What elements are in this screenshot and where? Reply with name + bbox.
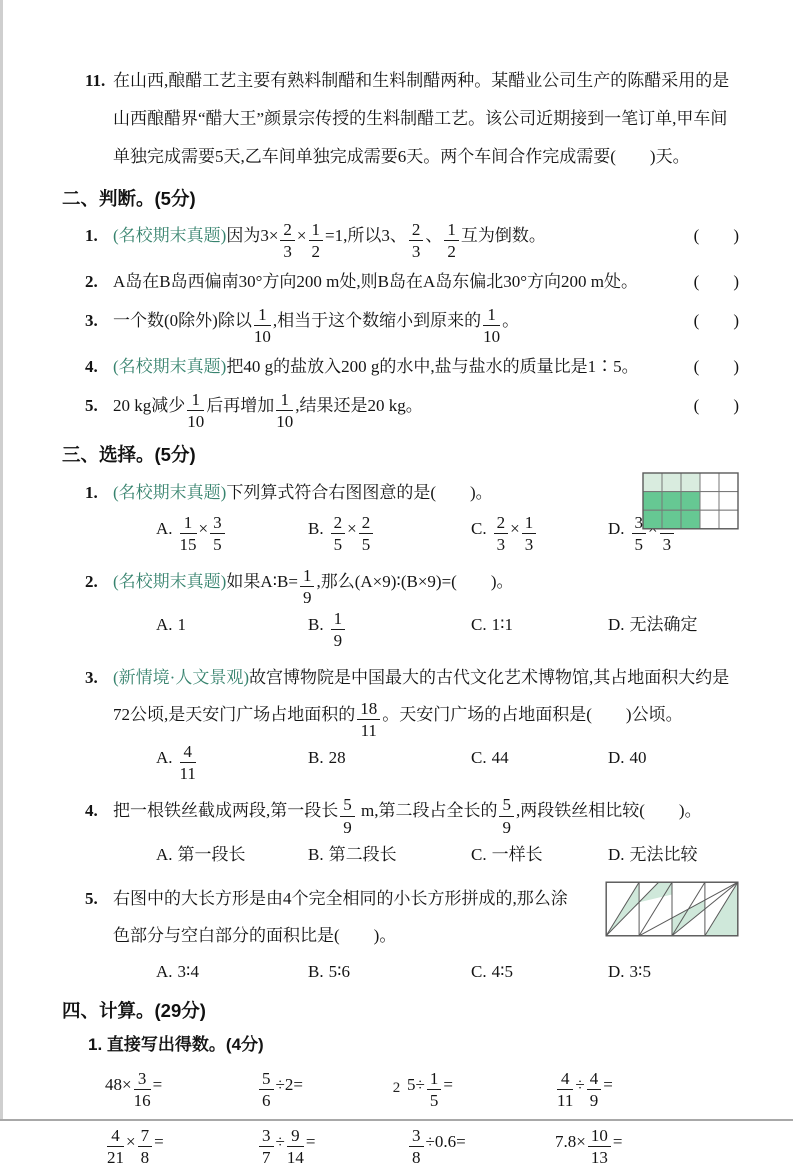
question-number: 11. xyxy=(85,71,106,90)
option-label: D. xyxy=(608,961,625,981)
fraction-numerator: 3 xyxy=(210,513,225,534)
option-label: C. xyxy=(471,518,487,538)
choice-item-1 xyxy=(62,474,739,554)
option-label: B. xyxy=(308,614,324,634)
text-run: 因为3× xyxy=(226,226,279,245)
text-run: ,结果还是20 kg。 xyxy=(295,396,423,416)
answer-bracket: ( ) xyxy=(693,226,739,245)
choice-options xyxy=(156,742,739,783)
fraction-numerator: 4 xyxy=(587,1069,602,1090)
option-C xyxy=(471,609,608,650)
option-label: A. xyxy=(156,518,173,538)
fraction-numerator: 1 xyxy=(254,305,271,326)
option-label: A. xyxy=(156,748,173,768)
fraction-denominator: 11 xyxy=(179,764,196,784)
question-number: 2. xyxy=(85,272,98,292)
choice-question-text xyxy=(85,659,739,741)
fraction-denominator: 3 xyxy=(662,534,672,554)
text-run: 把一根铁丝截成两段,第一段长 xyxy=(113,801,339,821)
option-B xyxy=(308,513,471,554)
fraction-numerator: 2 xyxy=(359,513,374,534)
judge-statement xyxy=(62,264,688,300)
option-label: D. xyxy=(608,748,625,768)
fraction xyxy=(254,305,271,346)
text-run: = xyxy=(612,1131,623,1151)
fraction-denominator: 3 xyxy=(524,534,534,554)
fraction-denominator: 10 xyxy=(483,327,501,347)
fraction-denominator: 8 xyxy=(412,1147,421,1167)
scan-edge-left xyxy=(0,0,3,1121)
question-number: 5. xyxy=(85,888,98,908)
text-run: = xyxy=(154,1131,164,1151)
fraction-numerator: 3 xyxy=(134,1069,151,1090)
fraction-denominator: 2 xyxy=(311,242,321,262)
text-run: 48× xyxy=(105,1074,132,1094)
fraction-numerator: 1 xyxy=(331,609,346,630)
fraction-numerator: 1 xyxy=(276,390,293,411)
option-C xyxy=(471,839,608,871)
answer-bracket: ( ) xyxy=(693,396,739,416)
fraction-denominator: 9 xyxy=(343,817,352,837)
option-A xyxy=(156,609,308,650)
answer-blank xyxy=(616,147,650,166)
text-run: )。 xyxy=(470,482,493,502)
calc-row-2 xyxy=(105,1120,739,1167)
fraction xyxy=(300,566,315,607)
fraction xyxy=(357,699,380,740)
fraction-numerator: 3 xyxy=(259,1126,274,1147)
judge-statement xyxy=(62,388,688,431)
answer-bracket: ( ) xyxy=(693,272,739,292)
text-run: ÷0.6= xyxy=(425,1131,466,1151)
option-B xyxy=(308,742,471,783)
fraction-denominator: 7 xyxy=(262,1147,271,1167)
option-label: A. xyxy=(156,844,173,864)
question-text xyxy=(113,71,729,166)
section-judge-title: 二、判断。(5分) xyxy=(62,188,196,209)
fraction xyxy=(444,220,459,261)
scan-edge-bottom xyxy=(0,1119,793,1121)
option-label: C. xyxy=(471,748,487,768)
fraction xyxy=(331,513,346,554)
calc-rows xyxy=(62,1063,739,1167)
judge-items xyxy=(62,218,739,432)
text-run: 5÷ xyxy=(407,1074,425,1094)
option-label: C. xyxy=(471,961,487,981)
fraction-numerator: 2 xyxy=(409,220,424,241)
judge-statement xyxy=(62,218,688,261)
text-run: 一个数(0除外)除以 xyxy=(113,311,252,331)
choice-items xyxy=(62,474,739,988)
text-run: 3∶4 xyxy=(177,961,199,981)
text-run: 下列算式符合右图图意的是( xyxy=(226,482,436,502)
calc-expression xyxy=(555,1120,739,1167)
fraction-denominator: 10 xyxy=(187,412,205,432)
option-label: B. xyxy=(308,844,324,864)
text-run: ÷ xyxy=(575,1074,585,1094)
text-run: 把40 g的盐放入200 g的水中,盐与盐水的质量比是1∶5。 xyxy=(226,357,639,377)
fraction-denominator: 10 xyxy=(276,412,294,432)
calc-subtitle xyxy=(62,1030,739,1055)
option-label: B. xyxy=(308,748,324,768)
text-run: )公顷。 xyxy=(625,705,683,725)
fraction-numerator: 10 xyxy=(588,1126,611,1147)
question-number: 1. xyxy=(85,482,98,502)
text-run: 后再增加 xyxy=(206,396,275,416)
section-calc-title: 四、计算。(29分) xyxy=(62,999,206,1021)
fraction-denominator: 21 xyxy=(107,1147,124,1167)
fraction-numerator: 3 xyxy=(409,1126,424,1147)
fraction-denominator: 9 xyxy=(502,817,511,837)
fraction-numerator: 9 xyxy=(287,1126,304,1147)
choice-question-text xyxy=(85,792,739,837)
fraction xyxy=(522,513,537,554)
fraction-denominator: 13 xyxy=(590,1147,608,1167)
fraction xyxy=(494,513,509,554)
text-run: ,两段铁丝相比较( xyxy=(515,801,645,821)
fraction-numerator: 1 xyxy=(187,390,204,411)
fraction-numerator: 1 xyxy=(444,220,459,241)
calc-expression xyxy=(257,1120,407,1167)
choice-question-text xyxy=(85,563,739,607)
fraction xyxy=(309,220,324,261)
fraction-denominator: 8 xyxy=(140,1147,150,1167)
fraction-numerator: 2 xyxy=(331,513,346,534)
option-D xyxy=(608,839,739,871)
fraction-denominator: 9 xyxy=(302,587,312,607)
fraction xyxy=(187,390,204,431)
choice-options xyxy=(156,609,739,650)
fraction xyxy=(588,1126,611,1167)
fraction xyxy=(409,1126,424,1167)
text-run: 1∶1 xyxy=(491,614,514,634)
fraction xyxy=(180,513,197,554)
question-number: 4. xyxy=(85,801,98,821)
fraction-numerator: 1 xyxy=(300,566,315,587)
fraction xyxy=(483,305,500,346)
fraction xyxy=(359,513,374,554)
text-run: 在山西,酿醋工艺主要有熟料制醋和生料制醋两种。某醋业公司生产的陈醋采用的是山西酿醋界“醋大王”颜景宗传授的生料制醋工艺。该公司近期接到一笔订单,甲车间单独完成需要5天,乙车间单独完成需要6天。两个车间合作完成需要( xyxy=(113,71,730,166)
option-label: A. xyxy=(156,614,173,634)
text-run: × xyxy=(198,518,209,538)
answer-blank xyxy=(340,926,374,945)
fraction xyxy=(499,795,514,836)
fraction-denominator: 5 xyxy=(333,534,343,554)
answer-bracket: ( ) xyxy=(693,357,739,377)
fraction-denominator: 11 xyxy=(360,721,377,741)
text-run: 28 xyxy=(328,748,346,768)
judge-item-1 xyxy=(62,218,739,261)
text-run: 、 xyxy=(425,226,443,245)
fraction xyxy=(107,1126,124,1167)
fraction-denominator: 14 xyxy=(286,1147,304,1167)
judge-item-5 xyxy=(62,388,739,431)
fraction-numerator: 3 xyxy=(632,513,647,534)
fraction-numerator: 1 xyxy=(427,1069,442,1090)
fraction-numerator: 4 xyxy=(557,1069,573,1090)
section-choice-title: 三、选择。(5分) xyxy=(62,443,196,465)
answer-bracket: ( ) xyxy=(693,311,739,331)
fraction xyxy=(259,1126,274,1167)
option-A xyxy=(156,956,308,988)
text-run: )。 xyxy=(490,571,514,591)
option-B xyxy=(308,956,471,988)
text-run: 第二段长 xyxy=(328,844,397,864)
answer-blank xyxy=(436,483,470,502)
fraction-numerator: 18 xyxy=(357,699,380,720)
fraction-numerator: 5 xyxy=(259,1069,274,1090)
fraction xyxy=(340,795,355,836)
question-number: 1. xyxy=(85,226,98,245)
option-label: B. xyxy=(308,518,324,538)
text-run: × xyxy=(510,518,520,538)
fraction-numerator: 5 xyxy=(340,795,355,816)
option-label: B. xyxy=(308,961,324,981)
text-run: 如果A∶B= xyxy=(226,571,298,591)
choice-item-5 xyxy=(62,880,739,988)
text-run: 第一段长 xyxy=(177,844,246,864)
text-run: ,那么(A×9)∶(B×9)=( xyxy=(316,571,457,591)
option-label: A. xyxy=(156,961,173,981)
text-run: × xyxy=(347,518,357,538)
text-run: 无法确定 xyxy=(629,614,698,634)
option-label: D. xyxy=(608,614,625,634)
fraction-denominator: 3 xyxy=(283,242,292,262)
source-tag: (名校期末真题) xyxy=(113,357,227,377)
text-run: )。 xyxy=(373,925,397,945)
fraction-numerator: 2 xyxy=(280,220,295,241)
text-run: × xyxy=(126,1131,136,1151)
option-B xyxy=(308,839,471,871)
text-run: A岛在B岛西偏南30°方向200 m处,则B岛在A岛东偏北30°方向200 m处。 xyxy=(113,272,639,292)
fraction-denominator: 6 xyxy=(262,1090,271,1110)
fraction-denominator: 2 xyxy=(447,242,456,262)
fraction-numerator: 1 xyxy=(522,513,537,534)
text-run: 互为倒数。 xyxy=(460,226,546,245)
fraction-denominator: 5 xyxy=(361,534,371,554)
text-run: 。天安门广场的占地面积是( xyxy=(382,705,592,725)
choice-item-3 xyxy=(62,659,739,783)
option-A xyxy=(156,513,308,554)
fraction-numerator: 4 xyxy=(180,742,196,763)
fraction-denominator: 10 xyxy=(253,327,271,347)
fraction-denominator: 5 xyxy=(634,534,644,554)
question-number: 2. xyxy=(85,571,98,591)
text-run: 20 kg减少 xyxy=(113,396,186,416)
question-number: 5. xyxy=(85,396,98,416)
text-run: 3∶5 xyxy=(629,961,651,981)
source-tag: (名校期末真题) xyxy=(113,482,227,502)
fraction-denominator: 9 xyxy=(333,631,343,650)
answer-blank xyxy=(592,705,626,724)
text-run: = xyxy=(443,1074,453,1094)
text-run: 44 xyxy=(491,748,509,768)
fraction-numerator: 1 xyxy=(483,305,500,326)
option-label: C. xyxy=(471,844,487,864)
text-run: = xyxy=(152,1074,163,1094)
fraction xyxy=(280,220,295,261)
fraction-denominator: 5 xyxy=(429,1090,439,1110)
fraction-numerator: 5 xyxy=(499,795,514,816)
fraction-denominator: 9 xyxy=(589,1090,599,1110)
option-C xyxy=(471,956,608,988)
text-run: m,第二段占全长的 xyxy=(356,801,498,821)
text-run: × xyxy=(296,226,307,245)
option-A xyxy=(156,742,308,783)
fraction-denominator: 5 xyxy=(213,534,222,554)
fraction-denominator: 3 xyxy=(411,242,421,262)
fraction xyxy=(210,513,225,554)
question-11 xyxy=(62,62,739,176)
judge-item-2 xyxy=(62,264,739,300)
fraction xyxy=(331,609,346,650)
judge-statement xyxy=(62,303,688,346)
text-run: 故宫博物院是中国最大的古代文化艺术博物馆,其占地面积大约是72公顷,是天安门广场占地面积的 xyxy=(113,668,730,725)
question-number: 4. xyxy=(85,357,98,377)
text-run: 右图中的大长方形是由4个完全相同的小长方形拼成的,那么涂色部分与空白部分的面积比是( xyxy=(113,888,568,945)
text-run: 4∶5 xyxy=(491,961,514,981)
choice-item-4 xyxy=(62,792,739,870)
text-run: )。 xyxy=(678,801,702,821)
fraction-denominator: 3 xyxy=(496,534,506,554)
fraction-denominator: 15 xyxy=(179,534,197,554)
text-run: 1 xyxy=(177,614,187,634)
option-A xyxy=(156,839,308,871)
question-number: 3. xyxy=(85,311,98,331)
text-run: ÷ xyxy=(275,1131,285,1151)
fraction-numerator: 7 xyxy=(138,1126,153,1147)
judge-statement xyxy=(62,349,688,385)
text-run: 无法比较 xyxy=(629,844,698,864)
text-run: =1,所以3、 xyxy=(325,226,407,245)
source-tag: (名校期末真题) xyxy=(113,571,227,591)
calc-subtitle-number: 1. xyxy=(88,1034,103,1054)
fraction xyxy=(276,390,293,431)
fraction xyxy=(287,1126,304,1167)
judge-item-4 xyxy=(62,349,739,385)
rectangles-figure xyxy=(599,880,745,943)
source-tag: (新情境·人文景观) xyxy=(113,668,249,688)
choice-options xyxy=(156,839,739,871)
option-label: D. xyxy=(608,518,625,538)
calc-expression xyxy=(105,1120,257,1167)
question-number: 3. xyxy=(85,668,98,688)
judge-item-3 xyxy=(62,303,739,346)
fraction-numerator: 1 xyxy=(309,220,324,241)
choice-options xyxy=(156,956,739,988)
text-run: 40 xyxy=(629,748,647,768)
page-number: 2 xyxy=(392,1080,401,1096)
calc-expression xyxy=(407,1120,555,1167)
answer-blank xyxy=(457,572,491,591)
fraction-numerator: 1 xyxy=(180,513,197,534)
option-B xyxy=(308,609,471,650)
option-label: D. xyxy=(608,844,625,864)
text-run: )天。 xyxy=(649,147,690,166)
text-run: 一样长 xyxy=(491,844,543,864)
fraction xyxy=(180,742,196,783)
choice-item-2 xyxy=(62,563,739,650)
text-run: = xyxy=(305,1131,316,1151)
fraction-denominator: 16 xyxy=(133,1090,151,1110)
fraction-grid-figure xyxy=(642,472,739,535)
answer-blank xyxy=(645,801,679,820)
text-run: ,相当于这个数缩小到原来的 xyxy=(272,311,482,331)
text-run: 5∶6 xyxy=(328,961,351,981)
fraction xyxy=(138,1126,153,1167)
option-label: C. xyxy=(471,614,487,634)
option-D xyxy=(608,609,739,650)
text-run: = xyxy=(603,1074,613,1094)
text-run: ÷2= xyxy=(275,1074,303,1094)
fraction-numerator: 2 xyxy=(494,513,509,534)
calc-subtitle-text: 直接写出得数。(4分) xyxy=(106,1034,264,1054)
text-run: 7.8× xyxy=(555,1131,586,1151)
option-C xyxy=(471,513,608,554)
text-run: 。 xyxy=(502,311,520,331)
fraction-numerator: 4 xyxy=(107,1126,124,1147)
option-D xyxy=(608,956,739,988)
option-C xyxy=(471,742,608,783)
fraction-denominator: 11 xyxy=(557,1090,574,1110)
option-D xyxy=(608,742,739,783)
fraction xyxy=(409,220,424,261)
source-tag: (名校期末真题) xyxy=(113,226,227,245)
